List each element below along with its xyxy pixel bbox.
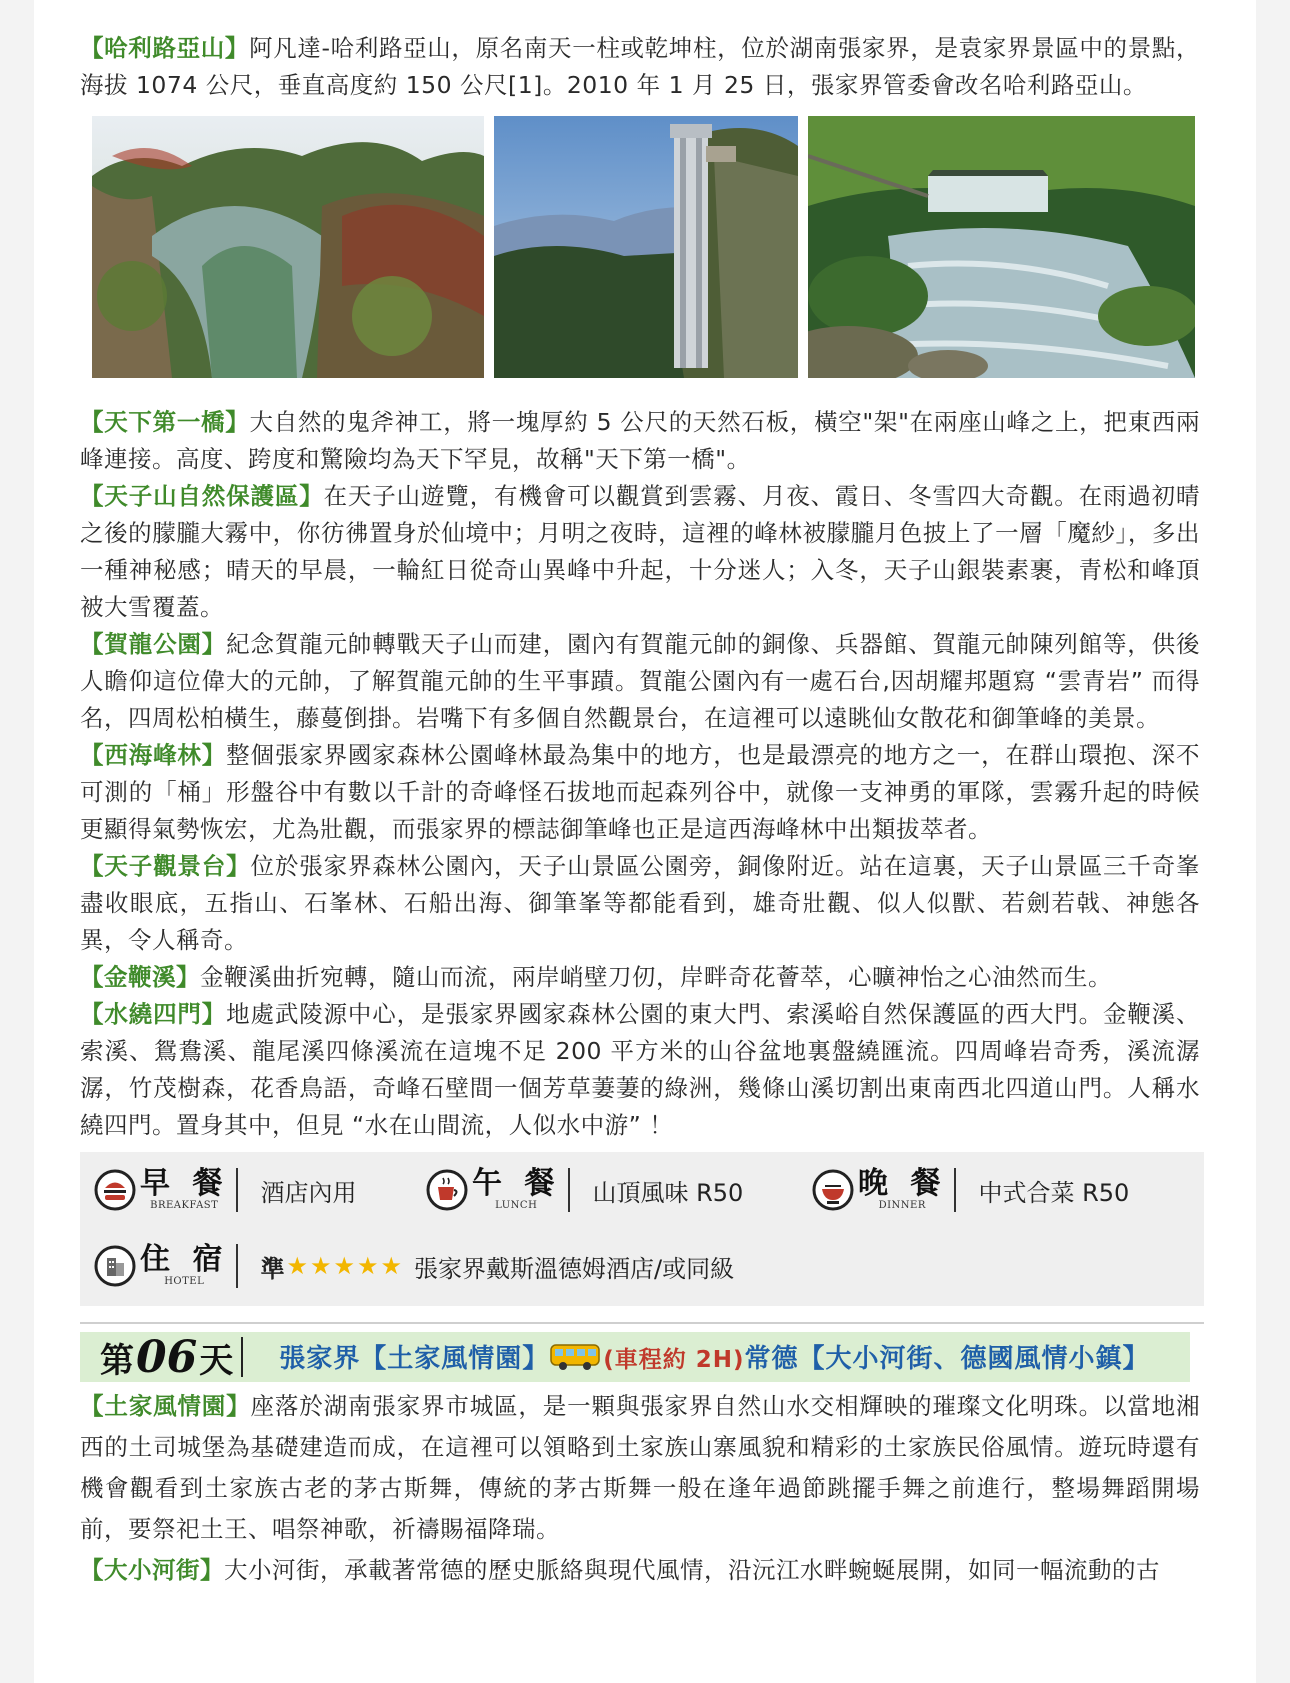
lunch-row [426, 1168, 743, 1212]
dinner-label: 晚 餐 [858, 1166, 947, 1201]
section-text: 大小河街，承載著常德的歷史脈絡與現代風情，沿沅江水畔蜿蜒展開，如同一幅流動的古 [224, 1556, 1160, 1584]
paragraph [80, 404, 1200, 478]
breakfast-label: 早 餐 [140, 1166, 229, 1201]
paragraph [80, 996, 1200, 1144]
breakfast-row [94, 1168, 356, 1212]
section-text: 金鞭溪曲折宛轉，隨山而流，兩岸峭壁刀仞，岸畔奇花薈萃，心曠神怡之心油然而生。 [200, 963, 1112, 991]
section-text: 紀念賀龍元帥轉戰天子山而建，園內有賀龍元帥的銅像、兵器館、賀龍元帥陳列館等，供後人瞻仰這位偉大的元帥，了解賀龍元帥的生平事蹟。賀龍公園內有一處石台,因胡耀邦題寫 “雲青岩” 而得名，四周松柏橫生，藤蔓倒掛。岩嘴下有多個自然觀景台，在這裡可以遠眺仙女散花和御筆峰的美景。 [80, 630, 1201, 732]
section-tag: 【天子山自然保護區】 [80, 482, 324, 510]
day-number [100, 1332, 233, 1383]
lunch-label-en: LUNCH [495, 1200, 538, 1211]
day-prefix: 第 [100, 1340, 134, 1381]
hotel-row [94, 1244, 734, 1288]
bowl-icon [812, 1169, 854, 1211]
section-tag: 【土家風情園】 [80, 1392, 251, 1420]
drive-time: (車程約 2H) [603, 1346, 745, 1373]
star-rating: ★★★★★ [286, 1252, 405, 1280]
section-tag: 【金鞭溪】 [80, 963, 200, 991]
route-origin: 張家界【土家風情園】 [279, 1343, 550, 1374]
dinner-value: 中式合菜 R50 [978, 1178, 1130, 1207]
coffee-cup-icon [426, 1169, 468, 1211]
photo-stone-arch [92, 116, 484, 378]
day-suffix: 天 [199, 1340, 234, 1381]
hotel-name: 張家界戴斯溫德姆酒店 [414, 1254, 655, 1283]
itinerary-document [80, 30, 1200, 1591]
section-text: 地處武陵源中心，是張家界國家森林公園的東大門、索溪峪自然保護區的西大門。金鞭溪、索溪、鴛鴦溪、龍尾溪四條溪流在這塊不足 200 平方米的山谷盆地裏盤繞匯流。四周峰岩奇秀，溪流潺潺，竹茂樹森，花香鳥語，奇峰石壁間一個芳草萋萋的綠洲，幾條山溪切割出東南西北四道山門。人稱水繞四門。置身其中，但見 “水在山間流，人似水中游” ！ [80, 1000, 1201, 1139]
dinner-row [812, 1168, 1129, 1212]
hotel-label-en: HOTEL [164, 1276, 205, 1287]
paragraph [80, 30, 1200, 104]
day-attractions [80, 1386, 1200, 1591]
section-text: 座落於湖南張家界市城區，是一顆與張家界自然山水交相輝映的璀璨文化明珠。以當地湘西的土司城堡為基礎建造而成，在這裡可以領略到土家族山寨風貌和精彩的土家族民俗風情。遊玩時還有機會觀看到土家族古老的茅古斯舞，傳統的茅古斯舞一般在逢年過節跳擺手舞之前進行，整場舞蹈開場前，要祭祀土王、唱祭神歌，祈禱賜福降瑞。 [80, 1392, 1201, 1543]
section-tag: 【水繞四門】 [80, 1000, 227, 1028]
photo-strip [92, 116, 1195, 378]
day-header [80, 1332, 1190, 1382]
paragraph [80, 478, 1200, 626]
section-tag: 【天子觀景台】 [80, 852, 251, 880]
route-destination: 常德【大小河街、德國風情小鎮】 [744, 1343, 1150, 1374]
section-halleluja [80, 30, 1200, 104]
section-tag: 【天下第一橋】 [80, 408, 250, 436]
paragraph [80, 1386, 1200, 1550]
paragraph [80, 626, 1200, 737]
section-tag: 【大小河街】 [80, 1556, 224, 1584]
breakfast-label-en: BREAKFAST [150, 1200, 219, 1211]
section-text: 整個張家界國家森林公園峰林最為集中的地方，也是最漂亮的地方之一，在群山環抱、深不可測的「桶」形盤谷中有數以千計的奇峰怪石拔地而起森列谷中，就像一支神勇的軍隊，雲霧升起的時候更顯得氣勢恢宏，尤為壯觀，而張家界的標誌御筆峰也正是這西海峰林中出類拔萃者。 [80, 741, 1201, 843]
paragraph [80, 1550, 1200, 1591]
burger-icon [94, 1169, 136, 1211]
meals-hotel-panel [80, 1152, 1204, 1306]
section-text: 阿凡達-哈利路亞山，原名南天一柱或乾坤柱，位於湖南張家界，是袁家界景區中的景點，海拔 1074 公尺，垂直高度約 150 公尺[1]。2010 年 1 月 25 日，張家界管委會改名哈利路亞山。 [80, 34, 1201, 99]
attractions-list [80, 404, 1200, 1144]
hotel-grade: 準 [260, 1254, 285, 1283]
building-icon [94, 1245, 136, 1287]
lunch-label: 午 餐 [472, 1166, 561, 1201]
paragraph [80, 848, 1200, 959]
lunch-value: 山頂風味 R50 [592, 1178, 744, 1207]
bus-icon [549, 1342, 601, 1372]
section-tag: 【賀龍公園】 [80, 630, 227, 658]
day-route [279, 1338, 1149, 1377]
section-tag: 【哈利路亞山】 [80, 34, 250, 62]
section-text: 大自然的鬼斧神工，將一塊厚約 5 公尺的天然石板，橫空"架"在兩座山峰之上，把東西兩峰連接。高度、跨度和驚險均為天下罕見，故稱"天下第一橋"。 [80, 408, 1201, 473]
divider [80, 1322, 1204, 1324]
photo-bailong-elevator [494, 116, 798, 378]
paragraph [80, 959, 1200, 996]
section-tag: 【西海峰林】 [80, 741, 227, 769]
section-text: 在天子山遊覽，有機會可以觀賞到雲霧、月夜、霞日、冬雪四大奇觀。在雨過初晴之後的朦朧大霧中，你彷彿置身於仙境中；月明之夜時，這裡的峰林被朦朧月色披上了一層「魔紗」，多出一種神秘感；晴天的早晨，一輪紅日從奇山異峰中升起，十分迷人；入冬，天子山銀裝素裹，青松和峰頂被大雪覆蓋。 [80, 482, 1201, 621]
hotel-label: 住 宿 [140, 1242, 229, 1277]
hotel-alternative: /或同級 [654, 1254, 735, 1283]
day-num: 06 [136, 1331, 198, 1383]
dinner-label-en: DINNER [878, 1200, 926, 1211]
section-text: 位於張家界森林公園內，天子山景區公園旁，銅像附近。站在這裏，天子山景區三千奇峯盡收眼底，五指山、石峯林、石船出海、御筆峯等都能看到，雄奇壯觀、似人似獸、若劍若戟、神態各異，令人稱奇。 [80, 852, 1201, 954]
paragraph [80, 737, 1200, 848]
photo-golden-whip-stream [808, 116, 1195, 378]
breakfast-value: 酒店內用 [260, 1178, 357, 1207]
